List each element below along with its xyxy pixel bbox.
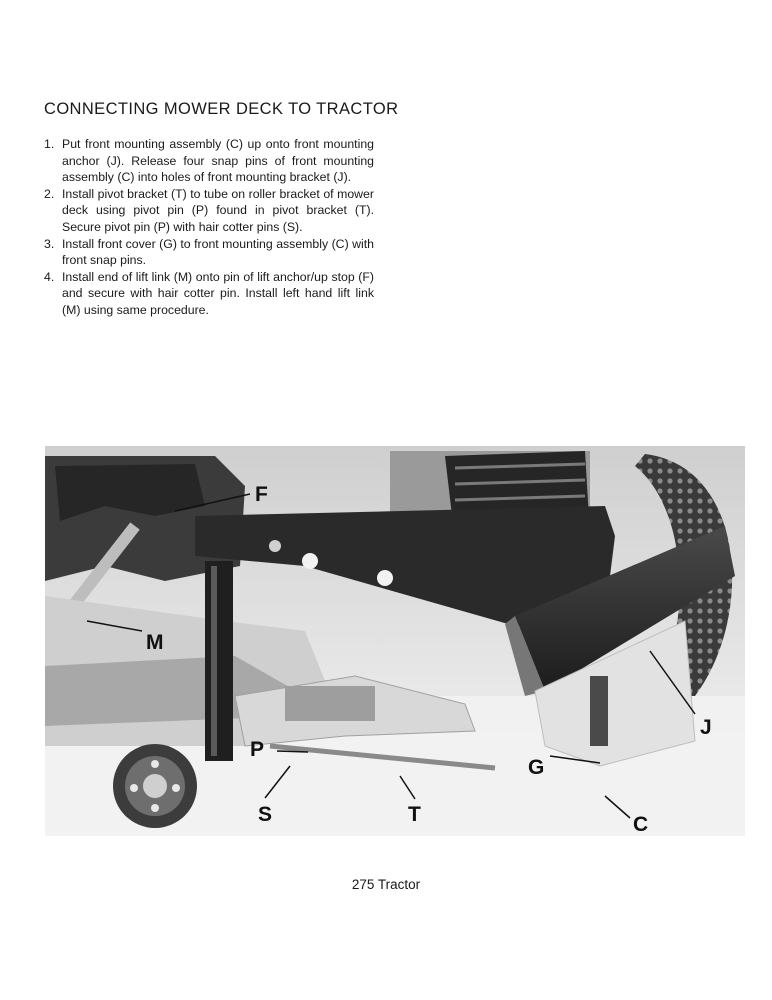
instruction-list [44, 136, 374, 319]
section-title: CONNECTING MOWER DECK TO TRACTOR [44, 100, 399, 118]
callout-M: M [146, 631, 164, 654]
step-number: 2. [44, 186, 55, 201]
roller-bracket [285, 686, 375, 721]
callout-P: P [250, 738, 265, 761]
instruction-step [44, 186, 374, 236]
step-number: 1. [44, 137, 55, 151]
frame-bolt [377, 570, 393, 586]
lift-anchor-post [205, 561, 233, 761]
step-number: 4. [44, 269, 55, 284]
step-number: 3. [44, 236, 55, 251]
figure-caption: 275 Tractor [351, 877, 421, 892]
callout-S: S [258, 803, 273, 826]
callout-T: T [408, 803, 421, 826]
step-text: Install pivot bracket (T) to tube on roller bracket of mower deck using pivot pin (P) found in pivot bracket (T). Secure pivot pin (P) with hair cotter pins (S). [62, 186, 374, 234]
callout-J: J [700, 716, 712, 739]
instruction-step [44, 236, 374, 269]
instruction-step [44, 269, 374, 319]
snap-pin-plate [590, 676, 608, 746]
instruction-step [44, 136, 374, 186]
step-text: Install end of lift link (M) onto pin of lift anchor/up stop (F) and secure with hair cotter pin. Install left hand lift link (M) using same procedure. [62, 269, 374, 317]
callout-C: C [633, 813, 649, 836]
post-highlight [211, 566, 217, 756]
mower-deck-photo [45, 446, 745, 836]
callout-F: F [255, 483, 268, 506]
wheel-center [143, 774, 167, 798]
frame-bolt [302, 553, 318, 569]
mower-deck-illustration [45, 446, 745, 836]
frame-bolt [269, 540, 281, 552]
step-text: Install front cover (G) to front mounting assembly (C) with front snap pins. [62, 236, 374, 268]
callout-G: G [528, 756, 545, 779]
step-text: Put front mounting assembly (C) up onto front mounting anchor (J). Release four snap pins of front mounting assembly (C) into holes of front mounting bracket (J). [62, 137, 374, 185]
